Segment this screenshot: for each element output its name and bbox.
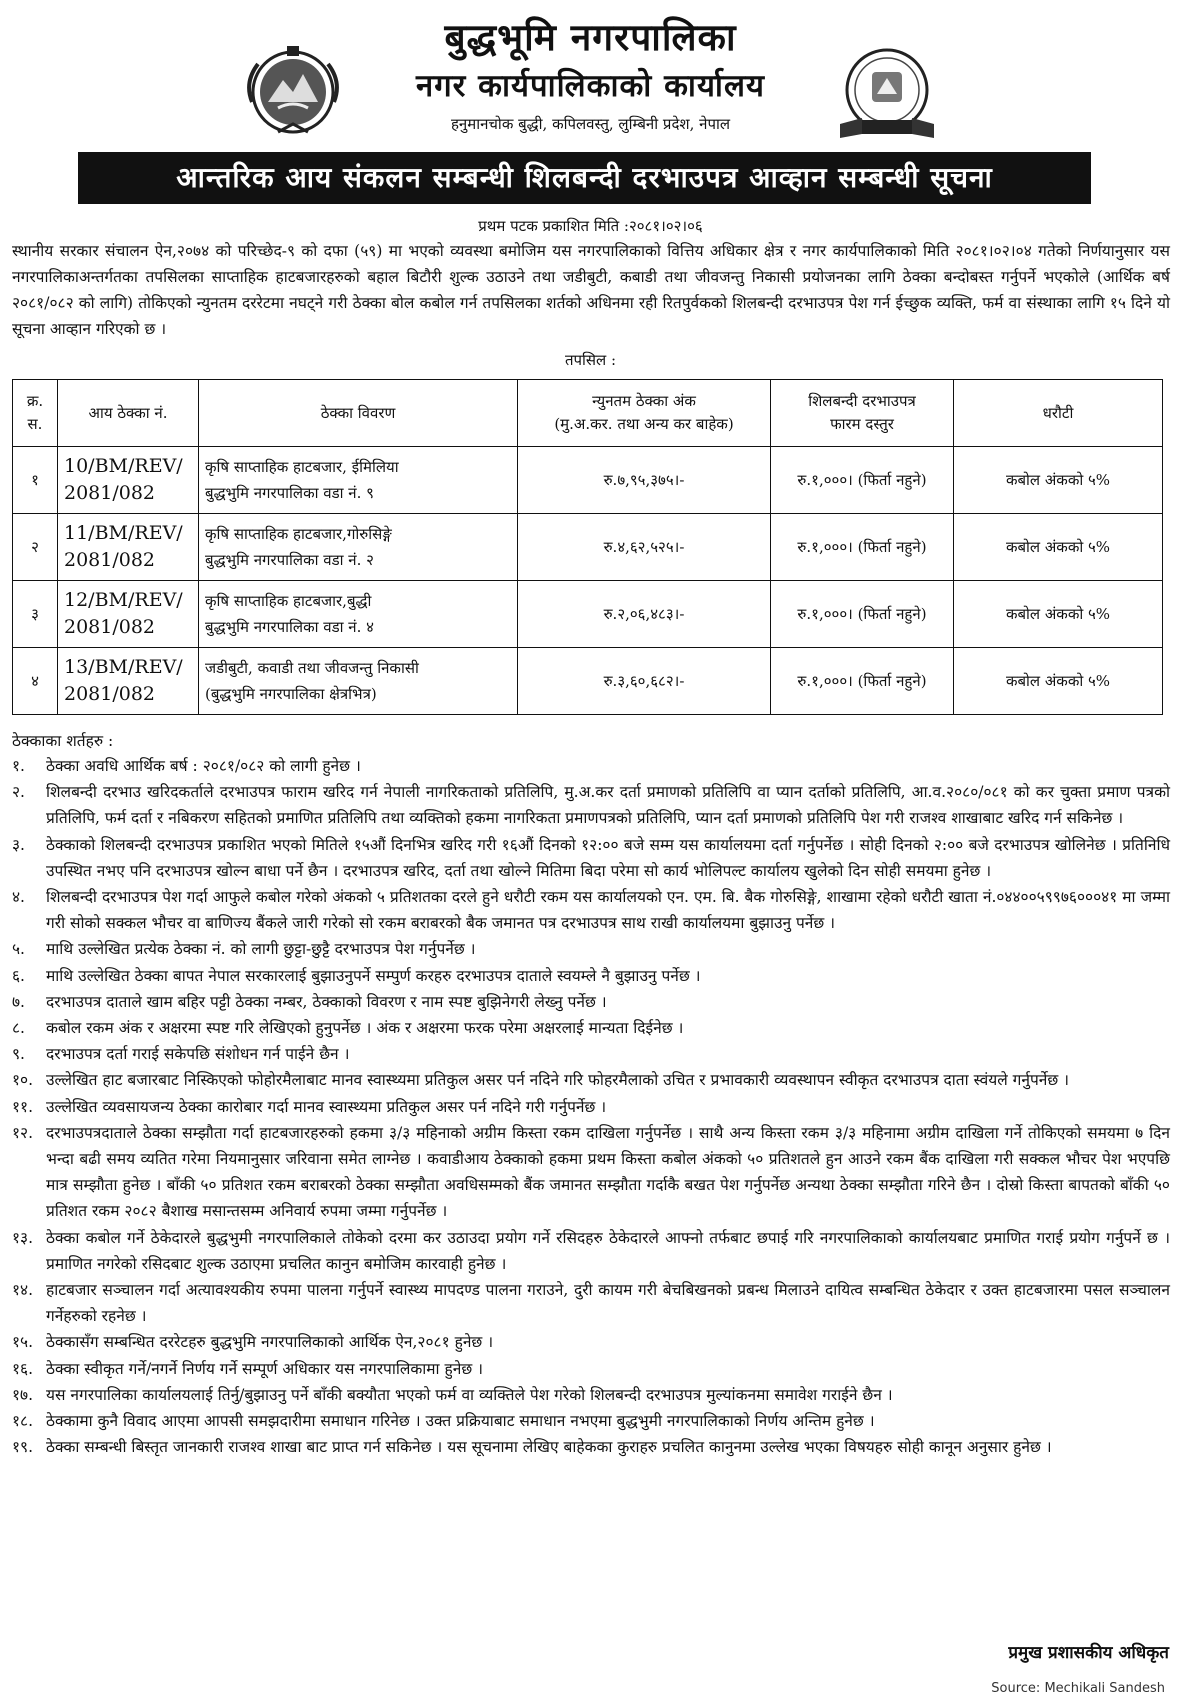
col-header-form-fee [771,380,954,447]
term-text: ठेक्का स्वीकृत गर्ने/नगर्ने निर्णय गर्ने सम्पूर्ण अधिकार यस नगरपालिकामा हुनेछ । [46,1359,484,1378]
cell-sn: २ [13,514,58,581]
terms-heading: ठेक्काका शर्तहरु : [12,732,114,750]
term-number: १०. [12,1071,34,1090]
min-amount-line1: न्युनतम ठेक्का अंक [592,392,696,410]
office-name: नगर कार्यपालिकाको कार्यालय [416,68,765,104]
publication-date: प्रथम पटक प्रकाशित मिति :२०८१।०२।०६ [478,217,703,235]
cell-sn: १ [13,447,58,514]
cell-contract-no [58,447,199,514]
cell-min-amount: रु.२,०६,४८३।- [518,581,771,648]
cell-sn: ४ [13,648,58,715]
cell-deposit: कबोल अंकको ५% [954,581,1163,648]
term-number: १७. [12,1385,34,1404]
term-number: ७. [12,992,25,1011]
term-number: १९. [12,1438,34,1457]
term-text: दरभाउपत्रदाताले ठेक्का सम्झौता गर्दा हाटबजारहरुको हकमा ३/३ महिनाको अग्रीम किस्ता रकम दाखिला गर्नुपर्नेछ । साथै अन्य किस्ता रकम ३/३ महिनामा अग्रीम दाखिला गर्ने तोकिएको समयमा ७ दिन भन्दा बढी समय व्यतित गरेमा नियमानुसार जरिवाना समेत लाग्नेछ । कवाडीआय ठेक्काको हकमा प्रथम किस्ता कबोल अंकको ५० प्रतिशतले हुन आउने रकम बैंक दाखिला गरी सक्कल भौचर पेश भएपछि मात्र सम्झौता हुनेछ । बाँकी ५० प्रतिशत रकम बराबरको ठेक्का सम्झौता अवधिसम्मको बैंक जमानत सम्झौता गर्दाकै बखत पेश गर्नुपर्नेछ अन्यथा ठेक्का सम्झौता गरिने छैन । दोस्रो किस्ता बापतको बाँकी ५० प्रतिशत रकम २०८२ बैशाख मसान्तसम्म अनिवार्य रुपमा जम्मा गर्नुपर्नेछ । [46,1123,1170,1221]
intro-paragraph: स्थानीय सरकार संचालन ऐन,२०७४ को परिच्छेद-९ को दफा (५९) मा भएको व्यवस्था बमोजिम यस नगरपालिकाको वित्तिय अधिकार क्षेत्र र नगर कार्यपालिकाको मिति २०८१।०२।०४ गतेको निर्णयानुसार यस नगरपालिकाअन्तर्गतका तपसिलका साप्ताहिक हाटबजारहरुको बहाल बिटौरी शुल्क उठाउने तथा जडीबुटी, कबाडी तथा जीवजन्तु निकासी प्रयोजनका लागि ठेक्का बन्दोबस्त गर्नुपर्ने भएकोले (आर्थिक बर्ष २०८१/०८२ को लागि) तोकिएको न्युनतम दररेटमा नघट्ने गरी ठेक्का बोल कबोल गर्न तपसिलका शर्तको अधिनमा रही रितपुर्वकको शिलबन्दी दरभाउपत्र पेश गर्न ईच्छुक व्यक्ति, फर्म वा संस्थाका लागि १५ दिने यो सूचना आव्हान गरिएको छ । [12,242,1170,338]
list-item [12,1434,1170,1460]
contract-no-line2: 2081/082 [64,616,156,638]
term-number: २. [12,783,25,802]
cell-deposit: कबोल अंकको ५% [954,447,1163,514]
list-item [12,1225,1170,1277]
term-text: ठेक्का अवधि आर्थिक बर्ष : २०८१/०८२ को लागी हुनेछ । [46,757,361,775]
term-text: यस नगरपालिका कार्यालयलाई तिर्नु/बुझाउनु पर्ने बाँकी बक्यौता भएको फर्म वा व्यक्तिले पेश गरेको शिलबन्दी दरभाउपत्र मुल्यांकनमा समावेश गराईने छैन । [46,1385,893,1404]
cell-sn: ३ [13,581,58,648]
term-number: १८. [12,1412,34,1431]
term-number: ९. [12,1045,25,1064]
term-number: ५. [12,940,25,959]
cell-deposit: कबोल अंकको ५% [954,514,1163,581]
term-number: ११. [12,1097,34,1116]
term-number: १२. [12,1123,34,1142]
term-number: १६. [12,1359,34,1378]
table-row [13,447,1163,514]
cell-min-amount: रु.७,९५,३७५।- [518,447,771,514]
term-number: ६. [12,966,25,985]
cell-contract-no [58,514,199,581]
term-text: माथि उल्लेखित प्रत्येक ठेक्का नं. को लागी छुट्टा-छुट्टै दरभाउपत्र पेश गर्नुपर्नेछ । [46,940,476,959]
col-header-deposit: धरौटी [954,380,1163,447]
form-fee-line2: फारम दस्तुर [830,415,894,433]
list-item [12,1382,1170,1408]
tapsil-label: तपसिल : [564,351,617,369]
list-item [12,989,1170,1015]
contract-no-line1: 10/BM/REV/ [64,455,183,477]
col-header-contract-no: आय ठेक्का नं. [58,380,199,447]
cell-deposit: कबोल अंकको ५% [954,648,1163,715]
description-line2: बुद्धभुमि नगरपालिका वडा नं. ९ [205,484,374,502]
notice-title-banner: आन्तरिक आय संकलन सम्बन्धी शिलबन्दी दरभाउपत्र आव्हान सम्बन्धी सूचना [78,152,1091,204]
list-item [12,1356,1170,1382]
list-item [12,963,1170,989]
list-item [12,1041,1170,1067]
list-item [12,1329,1170,1355]
term-text: ठेक्कामा कुनै विवाद आएमा आपसी समझदारीमा समाधान गरिनेछ । उक्त प्रक्रियाबाट समाधान नभएमा बुद्धभुमी नगरपालिकाको निर्णय अन्तिम हुनेछ । [46,1412,875,1431]
description-line1: जडीबुटी, कवाडी तथा जीवजन्तु निकासी [205,659,419,677]
col-header-sn: क्र. स. [13,380,58,447]
cell-form-fee: रु.१,०००। (फिर्ता नहुने) [771,648,954,715]
table-row [13,581,1163,648]
description-line2: बुद्धभुमि नगरपालिका वडा नं. २ [205,551,374,569]
term-text: ठेक्का कबोल गर्ने ठेकेदारले बुद्धभुमी नगरपालिकाले तोकेको दरमा कर उठाउदा प्रयोग गर्ने रसिदहरु ठेकेदारले आफ्नो तर्फबाट छपाई गरि नगरपालिकाको कार्यालयबाट प्रमाणित गराई प्रयोग गर्नुपर्ने छ । प्रमाणित नगरेको रसिदबाट शुल्क उठाएमा प्रचलित कानुन बमोजिम कारवाही हुनेछ । [46,1228,1170,1273]
term-number: १५. [12,1333,34,1352]
cell-min-amount: रु.३,६०,६८२।- [518,648,771,715]
term-text: दरभाउपत्र दाताले खाम बहिर पट्टी ठेक्का नम्बर, ठेक्काको विवरण र नाम स्पष्ट बुझिनेगरी लेख्नु पर्नेछ । [46,992,607,1011]
term-number: १. [12,757,25,775]
municipality-name: बुद्धभूमि नगरपालिका [444,15,737,59]
signatory-title: प्रमुख प्रशासकीय अधिकृत [1008,1643,1169,1663]
cell-contract-no [58,648,199,715]
table-row [13,648,1163,715]
term-text: ठेक्काको शिलबन्दी दरभाउपत्र प्रकाशित भएको मितिले १५औं दिनभित्र खरिद गरी १६औं दिनको १२:०० बजे सम्म यस कार्यालयमा दर्ता गर्नुपर्नेछ । सोही दिनको २:०० बजे दरभाउपत्र खोलिनेछ । प्रतिनिधि उपस्थित नभए पनि दरभाउपत्र खोल्न बाधा पर्ने छैन । दरभाउपत्र खरिद, दर्ता तथा खोल्ने मितिमा बिदा परेमा सो कार्य भोलिपल्ट कार्यालय खुलेको दिन सोही समयमा हुनेछ । [46,835,1170,880]
list-item [12,1277,1170,1329]
list-item [12,832,1170,884]
cell-description [199,514,518,581]
cell-description [199,648,518,715]
col-header-description: ठेक्का विवरण [199,380,518,447]
description-line1: कृषि साप्ताहिक हाटबजार,बुद्धी [205,592,372,610]
description-line1: कृषि साप्ताहिक हाटबजार,गोरुसिङ्गे [205,525,392,543]
term-number: ३. [12,835,25,854]
description-line2: बुद्धभुमि नगरपालिका वडा नं. ४ [205,618,374,636]
list-item [12,1120,1170,1225]
cell-min-amount: रु.४,६२,५२५।- [518,514,771,581]
list-item [12,936,1170,962]
list-item [12,753,1170,779]
term-text: ठेक्कासँग सम्बन्धित दररेटहरु बुद्धभुमि नगरपालिकाको आर्थिक ऐन,२०८१ हुनेछ । [46,1333,494,1352]
term-text: शिलबन्दी दरभाउपत्र पेश गर्दा आफुले कबोल गरेको अंकको ५ प्रतिशतका दरले हुने धरौटी रकम यस कार्यालयको एन. एम. बि. बैक गोरुसिङ्गे, शाखामा रहेको धरौटी खाता नं.०४४००५९९७६०००४१ मा जम्मा गरी सोको सक्कल भौचर वा बाणिज्य बैंकले जारी गरेको सो रकम बराबरको बैक जमानत पत्र दरभाउपत्र साथ राखी कार्यालयमा बुझाउनु पर्नेछ । [46,888,1170,933]
term-text: शिलबन्दी दरभाउ खरिदकर्ताले दरभाउपत्र फाराम खरिद गर्न नेपाली नागरिकताको प्रतिलिपि, मु.अ.कर दर्ता प्रमाणको प्रतिलिपि वा प्यान दर्ताको प्रतिलिपि, आ.व.२०८०/०८१ को कर चुक्ता प्रमाण पत्रको प्रतिलिपि, फर्म दर्ता र नबिकरण सहितको प्रमाणित प्रतिलिपि तथा व्यक्तिको हकमा नागरिकता प्रमाणपत्रको प्रतिलिपि, प्यान दर्ता प्रमाणको प्रतिलिपि पेश गरी राजश्व शाखाबाट खरिद गर्न सकिनेछ । [46,783,1170,828]
terms-list [12,753,1170,1460]
list-item [12,1094,1170,1120]
list-item [12,884,1170,936]
office-address: हनुमानचोक बुद्धी, कपिलवस्तु, लुम्बिनी प्रदेश, नेपाल [450,115,731,133]
contract-no-line2: 2081/082 [64,683,156,705]
contract-no-line1: 13/BM/REV/ [64,656,183,678]
form-fee-line1: शिलबन्दी दरभाउपत्र [808,392,916,410]
table-row [13,514,1163,581]
contract-no-line2: 2081/082 [64,482,156,504]
min-amount-line2: (मु.अ.कर. तथा अन्य कर बाहेक) [554,415,734,433]
cell-contract-no [58,581,199,648]
description-line2: (बुद्धभुमि नगरपालिका क्षेत्रभित्र) [205,685,377,703]
contract-no-line1: 11/BM/REV/ [64,522,183,544]
term-text: कबोल रकम अंक र अक्षरमा स्पष्ट गरि लेखिएको हुनुपर्नेछ । अंक र अक्षरमा फरक परेमा अक्षरलाई मान्यता दिईनेछ । [46,1019,684,1038]
cell-form-fee: रु.१,०००। (फिर्ता नहुने) [771,581,954,648]
list-item [12,779,1170,831]
term-text: उल्लेखित हाट बजारबाट निस्किएको फोहोरमैलाबाट मानव स्वास्थ्यमा प्रतिकुल असर पर्न नदिने गरि फोहरमैलाको उचित र प्रभावकारी व्यवस्थापन स्वीकृत दरभाउपत्र दाता स्वंयले गर्नुपर्नेछ । [46,1071,1070,1090]
cell-form-fee: रु.१,०००। (फिर्ता नहुने) [771,447,954,514]
contract-table [12,379,1163,715]
term-number: ४. [12,888,25,907]
table-header-row [13,380,1163,447]
source-credit: Source: Mechikali Sandesh [991,1681,1165,1696]
cell-description [199,581,518,648]
term-text: उल्लेखित व्यवसायजन्य ठेक्का कारोबार गर्दा मानव स्वास्थ्यमा प्रतिकुल असर पर्न नदिने गरी गर्नुपर्नेछ । [46,1097,607,1116]
term-number: १४. [12,1281,34,1300]
term-text: दरभाउपत्र दर्ता गराई सकेपछि संशोधन गर्न पाईने छैन । [46,1045,350,1064]
term-text: हाटबजार सञ्चालन गर्दा अत्यावश्यकीय रुपमा पालना गर्नुपर्ने स्वास्थ्य मापदण्ड पालना गराउने, दुरी कायम गरी बेचबिखनको प्रबन्ध मिलाउने दायित्व सम्बन्धित ठेकेदार र उक्त हाटबजारमा पसल सञ्चालन गर्नेहरुको रहनेछ । [46,1281,1170,1326]
term-number: ८. [12,1019,25,1038]
cell-form-fee: रु.१,०००। (फिर्ता नहुने) [771,514,954,581]
col-header-min-amount [518,380,771,447]
term-number: १३. [12,1228,34,1247]
contract-no-line1: 12/BM/REV/ [64,589,183,611]
description-line1: कृषि साप्ताहिक हाटबजार, ईमिलिया [205,458,399,476]
list-item [12,1408,1170,1434]
term-text: ठेक्का सम्बन्धी बिस्तृत जानकारी राजश्व शाखा बाट प्राप्त गर्न सकिनेछ । यस सूचनामा लेखिए बाहेकका कुराहरु प्रचलित कानुनमा उल्लेख भएका विषयहरु सोही कानून अनुसार हुनेछ । [46,1438,1052,1457]
list-item [12,1067,1170,1093]
term-text: माथि उल्लेखित ठेक्का बापत नेपाल सरकारलाई बुझाउनुपर्ने सम्पुर्ण करहरु दरभाउपत्र दाताले स्वयम्ले नै बुझाउनु पर्नेछ । [46,966,701,985]
contract-no-line2: 2081/082 [64,549,156,571]
list-item [12,1015,1170,1041]
cell-description [199,447,518,514]
